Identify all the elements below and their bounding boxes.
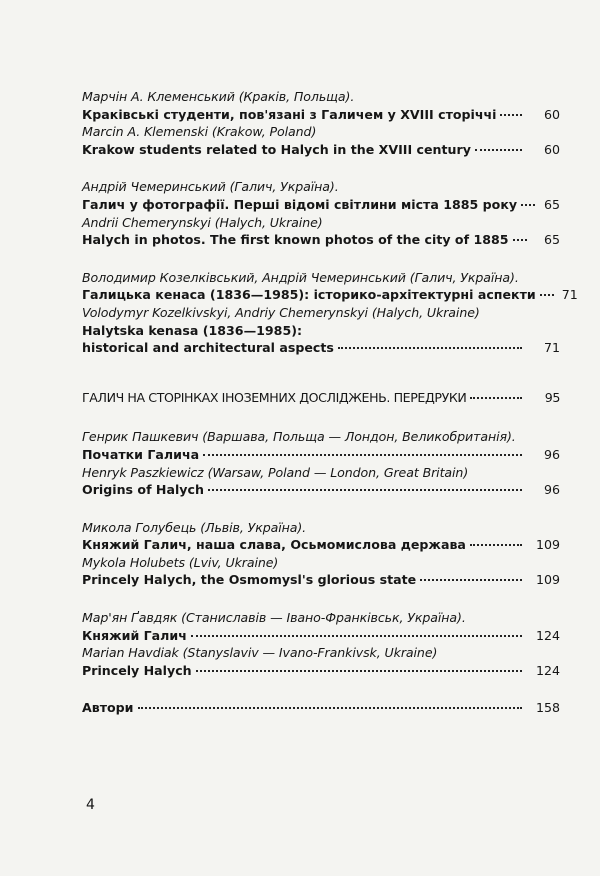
page-number: 124 [535, 627, 560, 643]
author-uk: Марчін А. Клеменський (Краків, Польща). [82, 89, 355, 104]
author-uk: Микола Голубець (Львів, Україна). [82, 519, 307, 535]
author-uk: Володимир Козелківський, Андрій Чемеринський (Галич, Україна). [82, 269, 519, 285]
dot-leader [470, 397, 522, 399]
page-number: 60 [543, 106, 560, 122]
toc-entry [82, 269, 578, 357]
author-en: Henryk Paszkiewicz (Warsaw, Poland — London, Great Britain) [82, 464, 469, 480]
title-en: Halych in photos. The first known photos of the city of 1885 [82, 232, 509, 248]
dot-leader [420, 579, 522, 581]
toc-row [82, 339, 560, 357]
title-uk: Княжий Галич [82, 627, 187, 643]
page-number: 109 [535, 572, 560, 588]
title-uk: Початки Галича [82, 446, 200, 462]
toc-entry [82, 178, 560, 248]
author-en: Volodymyr Kozelkivskyi, Andriy Chemerynskyi (Halych, Ukraine) [82, 304, 480, 320]
title-en: historical and architectural aspects [82, 340, 334, 356]
section-title: ГАЛИЧ НА СТОРІНКАХ ІНОЗЕМНИХ ДОСЛІДЖЕНЬ. ПЕРЕДРУКИ [82, 389, 467, 405]
title-en: Origins of Halych [82, 482, 204, 498]
dot-leader [500, 114, 522, 116]
dot-leader [475, 149, 522, 151]
author-uk: Генрик Пашкевич (Варшава, Польща — Лондон, Великобританія). [82, 429, 516, 445]
author-en: Marian Havdiak (Stanyslaviv — Ivano-Frankivsk, Ukraine) [82, 645, 438, 661]
toc-row [82, 481, 560, 499]
toc-entry [82, 519, 560, 589]
dot-leader [191, 635, 522, 637]
title-en: Princely Halych [82, 662, 192, 678]
title-uk: Галич у фотографії. Перші відомі світлини міста 1885 року [82, 196, 518, 212]
section-heading [82, 389, 560, 407]
dot-leader [540, 294, 554, 296]
dot-leader [338, 347, 522, 349]
toc-row [82, 196, 560, 214]
title-uk: Краківські студенти, пов'язані з Галичем у XVIII сторіччі [82, 106, 497, 122]
authors-entry [82, 699, 560, 717]
dot-leader [138, 707, 522, 709]
author-en: Mykola Holubets (Lviv, Ukraine) [82, 554, 279, 570]
toc-row [82, 536, 560, 554]
toc-row [82, 106, 560, 124]
title-en-line1: Halytska kenasa (1836—1985): [82, 322, 303, 338]
toc-row [82, 627, 560, 645]
toc-row [82, 446, 560, 464]
toc-entry [82, 609, 560, 679]
page-number: 158 [535, 700, 560, 716]
toc-row [82, 141, 560, 159]
page-number: 60 [543, 141, 560, 157]
toc-entry [82, 428, 560, 498]
page-number: 124 [535, 662, 560, 678]
author-uk: Мар'ян Ґавдяк (Станиславів — Івано-Франківськ, Україна). [82, 610, 466, 626]
dot-leader [208, 489, 522, 491]
toc-row [82, 571, 560, 589]
author-en: Marcin A. Klemenski (Krakow, Poland) [82, 124, 317, 140]
authors-title: Автори [82, 700, 134, 716]
title-uk: Галицька кенаса (1836—1985): історико-архітектурні аспекти [82, 287, 536, 303]
folio-page-number: 4 [86, 797, 95, 813]
title-en: Krakow students related to Halych in the XVIII century [82, 141, 471, 157]
toc-row [82, 231, 560, 249]
toc-row [82, 286, 578, 304]
page-number: 71 [543, 340, 560, 356]
page-number: 65 [543, 232, 560, 248]
page-number: 96 [543, 446, 560, 462]
page-number: 71 [561, 287, 578, 303]
dot-leader [521, 204, 535, 206]
page-number: 95 [544, 389, 560, 405]
dot-leader [203, 454, 522, 456]
dot-leader [196, 670, 522, 672]
author-en: Andrii Chemerynskyi (Halych, Ukraine) [82, 214, 323, 230]
toc-row [82, 662, 560, 680]
page-number: 65 [543, 196, 560, 212]
dot-leader [470, 544, 522, 546]
author-uk: Андрій Чемеринський (Галич, Україна). [82, 179, 339, 195]
table-of-contents [82, 88, 578, 717]
page-number: 109 [535, 537, 560, 553]
toc-entry [82, 88, 560, 158]
title-uk: Княжий Галич, наша слава, Осьмомислова держава [82, 537, 466, 553]
title-en: Princely Halych, the Osmomysl's glorious state [82, 572, 417, 588]
page-number: 96 [543, 482, 560, 498]
dot-leader [513, 239, 527, 241]
